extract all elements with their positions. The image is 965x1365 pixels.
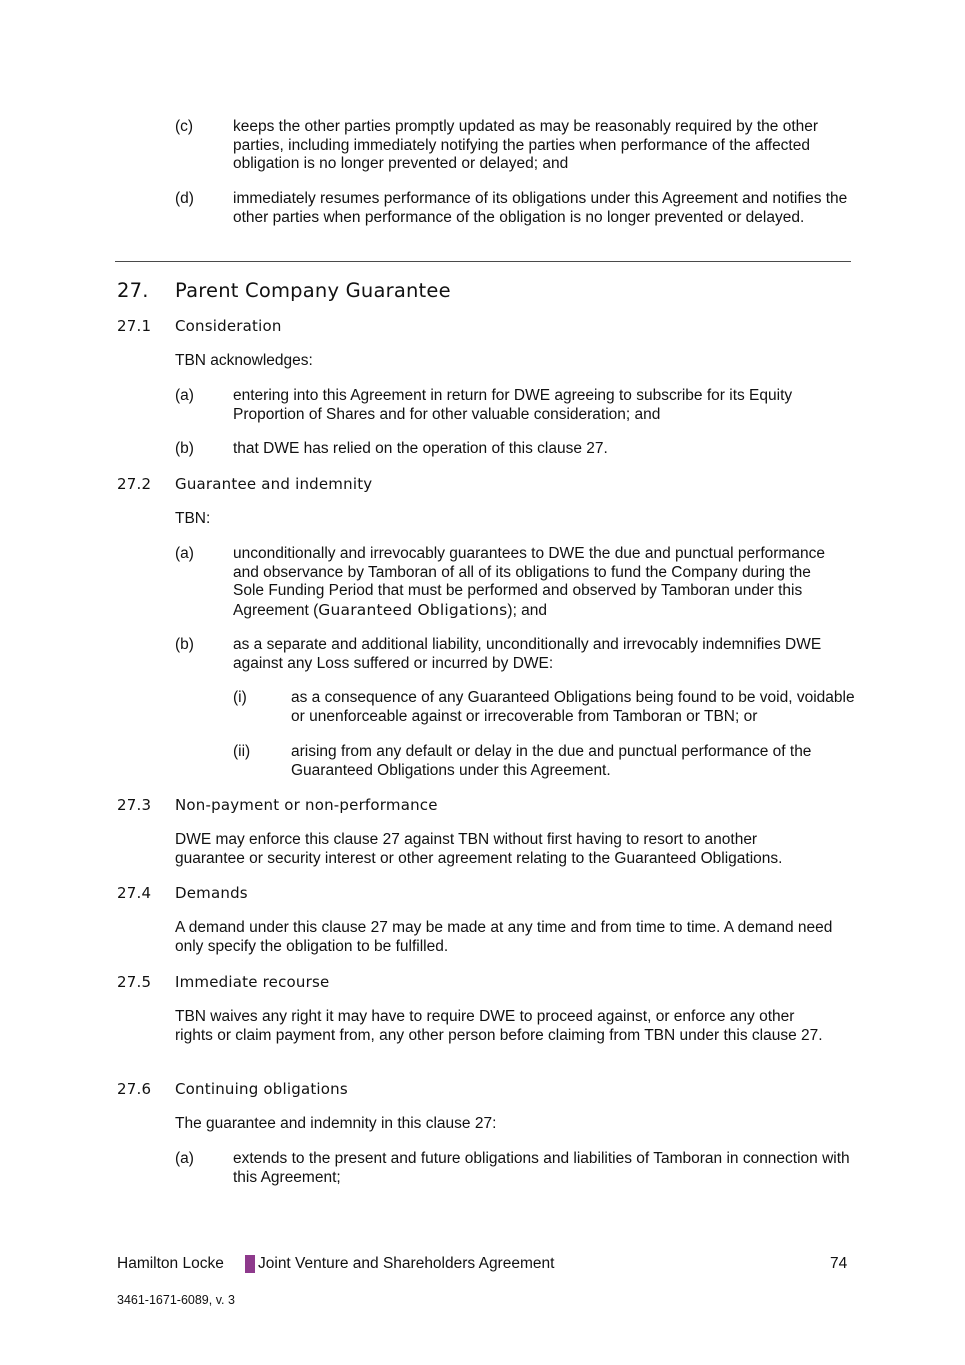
clause-27-2-ii-label: (ii) (233, 743, 251, 760)
footer-document-id: 3461-1671-6089, v. 3 (117, 1293, 235, 1307)
clause-27-2-b-text: as a separate and additional liability, unconditionally and irrevocably indemnifies DWE against any Loss suffered or incurred by DWE: (233, 636, 822, 672)
clause-27-5-title: Immediate recourse (175, 973, 330, 991)
clause-27-2-a-text (233, 545, 845, 620)
footer-document-title: Joint Venture and Shareholders Agreement (258, 1255, 555, 1272)
section-number: 27. (117, 279, 149, 302)
clause-27-2-a-text-post: ); and (507, 601, 548, 619)
clause-27-4-body: A demand under this clause 27 may be made at any time and from time to time. A demand need only specify the obligation to be fulfilled. (175, 919, 833, 955)
clause-27-4-number: 27.4 (117, 884, 152, 902)
footer-accent-bar (245, 1255, 255, 1273)
clause-27-2-i-label: (i) (233, 689, 247, 706)
clause-27-2-ii-text: arising from any default or delay in the due and punctual performance of the Guaranteed Obligations under this Agreement. (291, 743, 812, 779)
item-d-text: immediately resumes performance of its obligations under this Agreement and notifies the other parties when performance of the obligation is no longer prevented or delayed. (233, 190, 848, 226)
clause-27-3-title: Non-payment or non-performance (175, 796, 438, 814)
clause-27-1-b-text: that DWE has relied on the operation of this clause 27. (233, 440, 608, 457)
clause-27-6-intro: The guarantee and indemnity in this clause 27: (175, 1115, 497, 1132)
clause-27-2-b-label: (b) (175, 636, 194, 653)
clause-27-1-intro: TBN acknowledges: (175, 352, 313, 369)
footer-page-number: 74 (830, 1255, 848, 1272)
clause-27-1-a-text: entering into this Agreement in return for DWE agreeing to subscribe for its Equity Proportion of Shares and for other valuable consideration; and (233, 387, 793, 423)
clause-27-1-a-label: (a) (175, 387, 194, 404)
section-divider (115, 261, 851, 262)
clause-27-2-title: Guarantee and indemnity (175, 475, 373, 493)
clause-27-5-number: 27.5 (117, 973, 152, 991)
clause-27-2-a-text-pre: unconditionally and irrevocably guarantees to DWE the due and punctual performance and observance by Tamboran of all of its obligations to fund the Company during the Sole Funding Period that must be performed and observed by Tamboran under this Agreement ( (233, 545, 825, 619)
clause-27-6-a-text: extends to the present and future obligations and liabilities of Tamboran in connection with this Agreement; (233, 1150, 850, 1186)
footer-firm: Hamilton Locke (117, 1255, 224, 1272)
section-title: Parent Company Guarantee (175, 279, 451, 302)
clause-27-1-b-label: (b) (175, 440, 194, 457)
clause-27-2-a-label: (a) (175, 545, 194, 562)
clause-27-2-i-text: as a consequence of any Guaranteed Obligations being found to be void, voidable or unenforceable against or irrecoverable from Tamboran or TBN; or (291, 689, 855, 725)
clause-27-2-intro: TBN: (175, 510, 211, 527)
clause-27-3-number: 27.3 (117, 796, 152, 814)
item-c-text: keeps the other parties promptly updated as may be reasonably required by the other parties, including immediately notifying the parties when performance of the affected obligation is no longer prevented or delayed; and (233, 118, 819, 173)
clause-27-3-body: DWE may enforce this clause 27 against TBN without first having to resort to another guarantee or security interest or other agreement relating to the Guaranteed Obligations. (175, 831, 783, 867)
clause-27-5-body: TBN waives any right it may have to require DWE to proceed against, or enforce any other rights or claim payment from, any other person before claiming from TBN under this clause 27. (175, 1008, 823, 1044)
clause-27-6-a-label: (a) (175, 1150, 194, 1167)
clause-27-6-title: Continuing obligations (175, 1080, 348, 1098)
clause-27-2-number: 27.2 (117, 475, 152, 493)
defined-term-guaranteed-obligations: Guaranteed Obligations (318, 600, 508, 619)
item-c-label: (c) (175, 118, 194, 135)
clause-27-6-number: 27.6 (117, 1080, 152, 1098)
clause-27-1-title: Consideration (175, 317, 282, 335)
item-d-label: (d) (175, 190, 194, 207)
clause-27-4-title: Demands (175, 884, 248, 902)
clause-27-1-number: 27.1 (117, 317, 152, 335)
